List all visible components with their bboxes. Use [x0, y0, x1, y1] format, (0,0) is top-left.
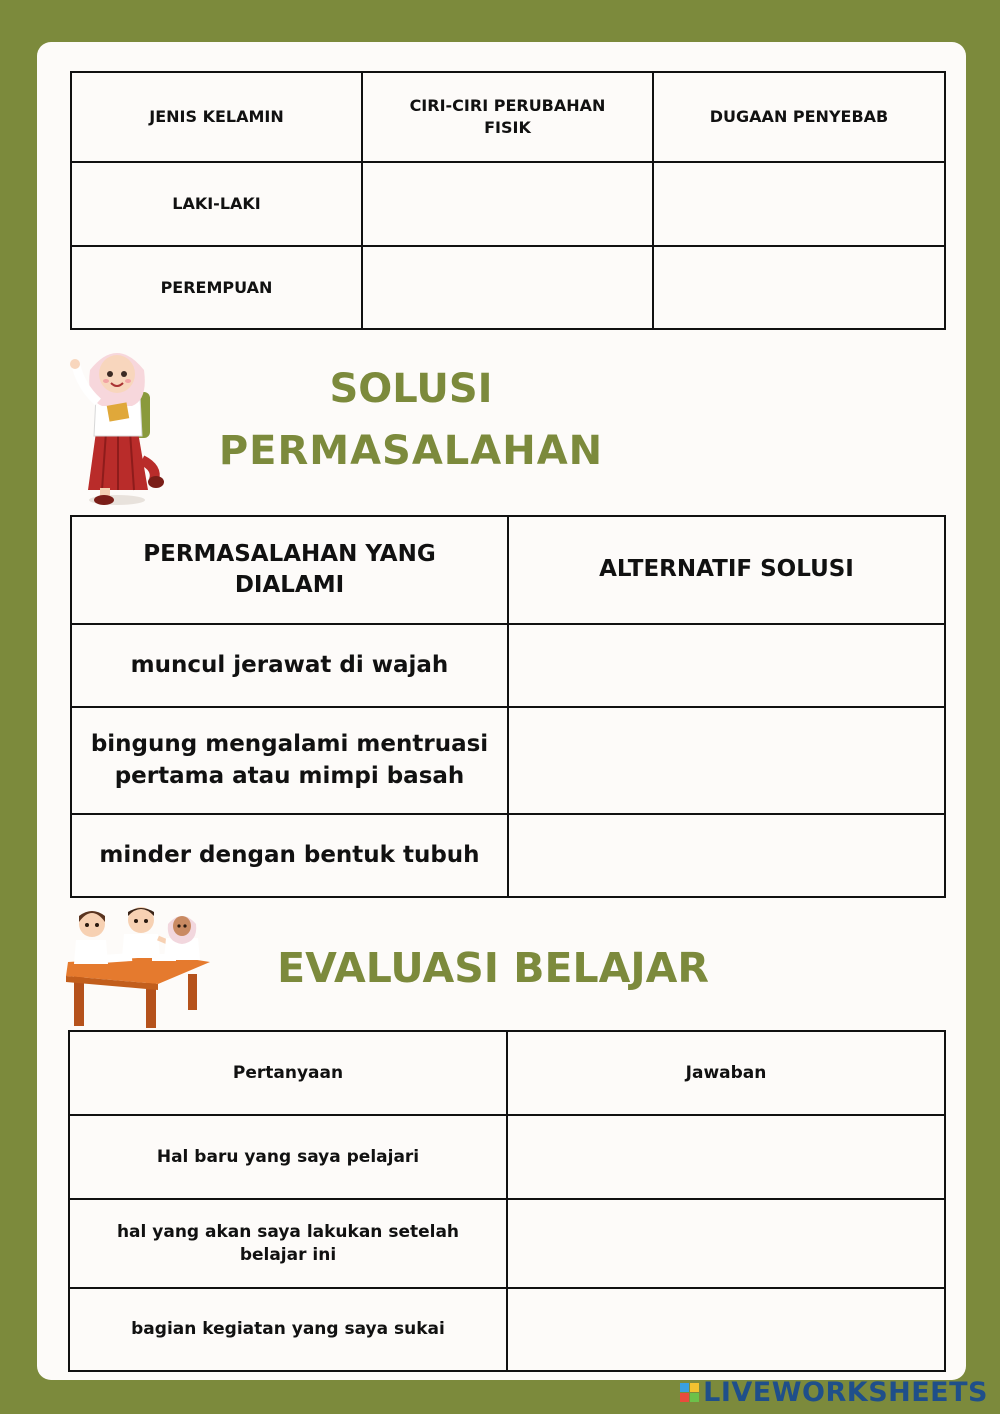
girl-student-illustration	[62, 340, 172, 508]
question-cell: hal yang akan saya lakukan setelah belajar ini	[69, 1199, 507, 1288]
question-cell: bagian kegiatan yang saya sukai	[69, 1288, 507, 1371]
header-alternatif-solusi: ALTERNATIF SOLUSI	[508, 516, 945, 624]
answer-cell[interactable]	[362, 246, 653, 329]
liveworksheets-logo[interactable]	[680, 1376, 988, 1408]
problem-cell: bingung mengalami mentruasi pertama atau mimpi basah	[71, 707, 508, 814]
table-solutions	[70, 515, 946, 898]
header-pertanyaan: Pertanyaan	[69, 1031, 507, 1115]
question-cell: Hal baru yang saya pelajari	[69, 1115, 507, 1199]
header-dugaan-penyebab: DUGAAN PENYEBAB	[653, 72, 945, 162]
section-title-solusi: SOLUSI	[329, 366, 493, 412]
table-evaluation	[68, 1030, 946, 1372]
header-jenis-kelamin: JENIS KELAMIN	[71, 72, 362, 162]
answer-cell[interactable]	[508, 814, 945, 897]
table-header-row	[69, 1031, 945, 1115]
header-jawaban: Jawaban	[507, 1031, 945, 1115]
answer-cell[interactable]	[653, 162, 945, 246]
table-row	[69, 1199, 945, 1288]
table-row	[71, 246, 945, 329]
answer-cell[interactable]	[508, 707, 945, 814]
section-title-evaluasi: EVALUASI BELAJAR	[277, 944, 709, 992]
header-ciri-perubahan: CIRI-CIRI PERUBAHAN FISIK	[362, 72, 653, 162]
liveworksheets-wordmark: LIVEWORKSHEETS	[703, 1376, 988, 1408]
liveworksheets-logo-icon	[680, 1383, 699, 1402]
students-at-desk-illustration	[62, 904, 214, 1032]
answer-cell[interactable]	[507, 1288, 945, 1371]
table-row	[69, 1288, 945, 1371]
table-header-row	[71, 72, 945, 162]
row-label-perempuan: PEREMPUAN	[71, 246, 362, 329]
answer-cell[interactable]	[508, 624, 945, 707]
section-title-permasalahan: PERMASALAHAN	[218, 428, 604, 474]
problem-cell: muncul jerawat di wajah	[71, 624, 508, 707]
header-permasalahan: PERMASALAHAN YANG DIALAMI	[71, 516, 508, 624]
table-row	[71, 814, 945, 897]
table-row	[71, 707, 945, 814]
row-label-laki-laki: LAKI-LAKI	[71, 162, 362, 246]
answer-cell[interactable]	[653, 246, 945, 329]
table-row	[69, 1115, 945, 1199]
answer-cell[interactable]	[362, 162, 653, 246]
table-physical-changes	[70, 71, 946, 330]
answer-cell[interactable]	[507, 1115, 945, 1199]
table-row	[71, 162, 945, 246]
problem-cell: minder dengan bentuk tubuh	[71, 814, 508, 897]
table-row	[71, 624, 945, 707]
table-header-row	[71, 516, 945, 624]
answer-cell[interactable]	[507, 1199, 945, 1288]
